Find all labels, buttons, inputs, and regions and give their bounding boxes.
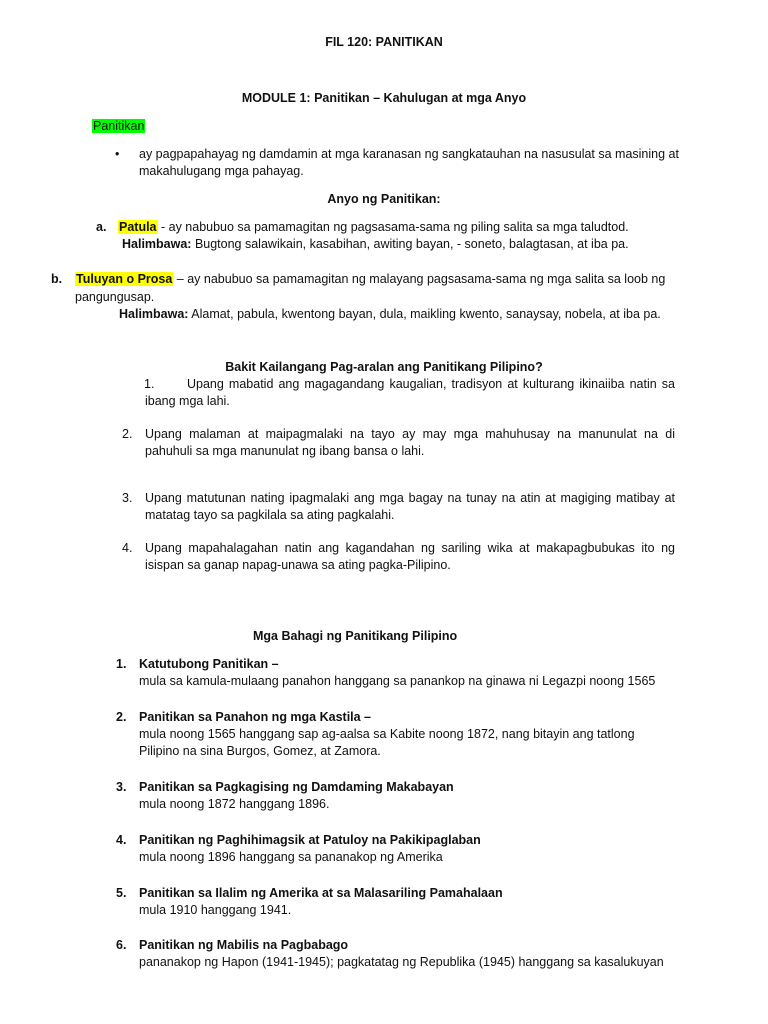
bakit-item-number: 3. (122, 491, 133, 505)
bahagi-item-title: Panitikan ng Mabilis na Pagbabago (139, 938, 349, 952)
anyo-a-example-label: Halimbawa: (122, 237, 192, 251)
anyo-a-marker: a. (96, 220, 107, 234)
anyo-a-line (118, 219, 629, 236)
bakit-item-text: Upang mapahalagahan natin ang kagandahan ng sariling wika at makapagbubukas ito ng isispan sa ganap napag-unawa sa ating pagka-Pilipino. (145, 541, 675, 572)
anyo-b-desc: – ay nabubuo sa pamamagitan ng malayang pagsasama-sama ng mga salita sa loob ng (173, 272, 666, 286)
bahagi-item-desc: mula noong 1565 hanggang sap ag-aalsa sa Kabite noong 1872, nang bitayin ang tatlong Pilipino na sina Burgos, Gomez, at Zamora. (139, 727, 635, 758)
bahagi-item-desc: mula noong 1896 hanggang sa pananakop ng Amerika (139, 850, 443, 864)
bahagi-item-number: 2. (116, 710, 127, 724)
anyo-a-example-text: Bugtong salawikain, kasabihan, awiting bayan, - soneto, balagtasan, at iba pa. (191, 237, 629, 251)
definition-term (92, 118, 145, 135)
definition-text: ay pagpapahayag ng damdamin at mga karanasan ng sangkatauhan na nasusulat sa masining at makahulugang mga pahayag. (139, 147, 679, 178)
anyo-b-example (119, 306, 664, 323)
anyo-a-term: Patula (119, 220, 157, 234)
bakit-item-text: Upang malaman at maipagmalaki na tayo ay may mga mahuhusay na manunulat na di pahuhuli sa mga manunulat ng ibang bansa o lahi. (145, 427, 675, 458)
bahagi-item-desc: pananakop ng Hapon (1941-1945); pagkatatag ng Republika (1945) hanggang sa kasalukuyan (139, 955, 664, 969)
bakit-item-number: 2. (122, 427, 133, 441)
bahagi-item-title: Panitikan sa Panahon ng mga Kastila – (139, 710, 372, 724)
bakit-item-number: 1. (144, 377, 155, 391)
bahagi-item-title: Panitikan ng Paghihimagsik at Patuloy na Pakikipaglaban (139, 833, 481, 847)
bahagi-item-desc: mula noong 1872 hanggang 1896. (139, 797, 330, 811)
bahagi-item-desc: mula sa kamula-mulaang panahon hanggang sa panankop na ginawa ni Legazpi noong 1565 (139, 674, 656, 688)
anyo-a-example (122, 236, 629, 253)
anyo-b-marker: b. (51, 272, 63, 286)
bahagi-item-title: Panitikan sa Ilalim ng Amerika at sa Malasariling Pamahalaan (139, 886, 503, 900)
bahagi-item-number: 5. (116, 886, 127, 900)
bakit-heading: Bakit Kailangang Pag-aralan ang Panitikang Pilipino? (225, 360, 543, 374)
anyo-b-desc-cont: pangungusap. (75, 290, 155, 304)
definition-term-highlight: Panitikan (93, 119, 145, 133)
bakit-item-number: 4. (122, 541, 133, 555)
bakit-item-text: Upang mabatid ang magagandang kaugalian, tradisyon at kulturang ikinaiiba natin sa ibang mga lahi. (145, 377, 675, 408)
anyo-b-example-label: Halimbawa: (119, 307, 189, 321)
bahagi-item-title: Panitikan sa Pagkagising ng Damdaming Makabayan (139, 780, 454, 794)
bahagi-item-title: Katutubong Panitikan – (139, 657, 279, 671)
anyo-b-example-text: Alamat, pabula, kwentong bayan, dula, maikling kwento, sanaysay, nobela, at iba pa. (188, 307, 661, 321)
page-title: FIL 120: PANITIKAN (325, 35, 443, 49)
module-title: MODULE 1: Panitikan – Kahulugan at mga Anyo (241, 91, 527, 105)
bahagi-item-number: 1. (116, 657, 127, 671)
bahagi-item-number: 6. (116, 938, 127, 952)
bahagi-item-number: 4. (116, 833, 127, 847)
bahagi-item-desc: mula 1910 hanggang 1941. (139, 903, 292, 917)
bahagi-item-number: 3. (116, 780, 127, 794)
bakit-item-text: Upang matutunan nating ipagmalaki ang mga bagay na tunay na atin at magiging matibay at matatag tayo sa pagkilala sa ating pagkalahi. (145, 491, 675, 522)
bahagi-heading: Mga Bahagi ng Panitikang Pilipino (253, 629, 458, 643)
anyo-a-desc: - ay nabubuo sa pamamagitan ng pagsasama-sama ng piling salita sa mga taludtod. (157, 220, 629, 234)
bullet-icon: • (115, 147, 120, 161)
anyo-b-term: Tuluyan o Prosa (76, 272, 173, 286)
anyo-heading: Anyo ng Panitikan: (327, 192, 441, 206)
anyo-b-line (75, 271, 665, 288)
